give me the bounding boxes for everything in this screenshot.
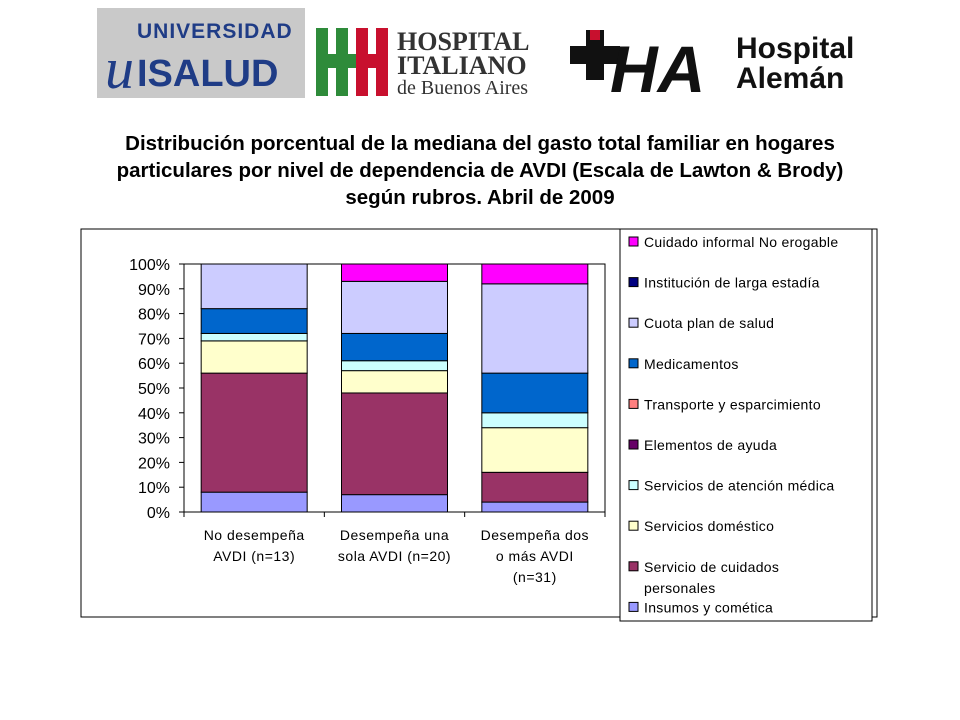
legend-swatch — [629, 521, 638, 530]
x-category-label: o más AVDI — [495, 548, 574, 564]
aleman-logo-line2: Alemán — [736, 62, 845, 95]
y-tick-label: 80% — [137, 306, 170, 324]
bar-segment — [342, 393, 448, 495]
bar-segment — [342, 495, 448, 512]
y-tick-label: 60% — [137, 356, 170, 374]
bar-segment — [482, 413, 588, 428]
legend-label: Elementos de ayuda — [644, 437, 778, 453]
legend-swatch — [629, 318, 638, 327]
bar-segment — [342, 361, 448, 371]
legend-label: Transporte y esparcimiento — [644, 396, 821, 413]
bar-segment — [482, 284, 588, 373]
bar-segment — [201, 264, 307, 309]
legend-swatch — [629, 399, 638, 408]
chart-title-line-1: Distribución porcentual de la mediana del gasto total familiar en hogares — [125, 132, 835, 155]
legend-swatch — [629, 359, 638, 368]
chart-title-line-2: particulares por nivel de dependencia de AVDI (Escala de Lawton & Brody) — [116, 159, 844, 182]
bar-segment — [482, 264, 588, 284]
isalud-logo-line2: ISALUD — [137, 53, 279, 95]
bar-segment — [201, 333, 307, 340]
bar-segment — [342, 264, 448, 281]
legend-swatch — [629, 440, 638, 449]
bar-segment — [201, 341, 307, 373]
aleman-logo-line1: Hospital — [736, 32, 855, 65]
bar-segment — [482, 502, 588, 512]
legend-label: Servicios doméstico — [644, 518, 775, 535]
x-category-label: Desempeña dos — [480, 527, 590, 543]
legend-swatch — [629, 562, 638, 571]
x-category-label: Desempeña una — [339, 527, 450, 543]
legend-label: personales — [644, 579, 716, 596]
legend-label: Medicamentos — [644, 355, 739, 372]
legend-label: Institución de larga estadía — [644, 274, 820, 291]
bar-segment — [201, 373, 307, 492]
legend-swatch — [629, 278, 638, 287]
isalud-logo-mark: u — [105, 36, 134, 98]
y-tick-label: 20% — [137, 455, 170, 473]
bar-segment — [482, 428, 588, 473]
y-tick-label: 30% — [137, 430, 170, 448]
y-tick-label: 100% — [129, 257, 170, 274]
legend-label: Insumos y comética — [644, 599, 774, 616]
y-tick-label: 10% — [137, 480, 170, 498]
bar-segment — [342, 281, 448, 333]
bar-segment — [201, 309, 307, 334]
legend-label: Cuidado informal No erogable — [644, 234, 839, 250]
bar-segment — [201, 492, 307, 512]
chart-title-line-3: según rubros. Abril de 2009 — [345, 186, 615, 209]
x-category-label: No desempeña — [203, 527, 305, 543]
y-tick-label: 50% — [137, 381, 170, 398]
y-tick-label: 0% — [146, 505, 170, 522]
x-category-label: AVDI (n=13) — [213, 548, 296, 564]
x-category-label: (n=31) — [512, 569, 557, 585]
legend-swatch — [629, 481, 638, 490]
bar-segment — [482, 373, 588, 413]
isalud-logo-line1: UNIVERSIDAD — [137, 20, 293, 43]
legend-swatch — [629, 602, 638, 611]
x-category-label: sola AVDI (n=20) — [337, 548, 452, 564]
legend-label: Servicio de cuidados — [644, 558, 780, 575]
italiano-logo-line3: de Buenos Aires — [397, 77, 529, 98]
bar-segment — [342, 333, 448, 360]
y-tick-label: 90% — [137, 281, 170, 299]
legend-swatch — [629, 237, 638, 246]
italiano-logo-line2: ITALIANO — [397, 51, 527, 80]
legend-label: Servicios de atención médica — [644, 477, 835, 494]
bar-segment — [482, 472, 588, 502]
y-tick-label: 40% — [137, 405, 170, 423]
legend-label: Cuota plan de salud — [644, 315, 775, 332]
italiano-logo-line1: HOSPITAL — [397, 27, 530, 56]
bar-segment — [342, 371, 448, 393]
y-tick-label: 70% — [137, 331, 170, 349]
aleman-logo-mark: HA — [610, 32, 706, 98]
